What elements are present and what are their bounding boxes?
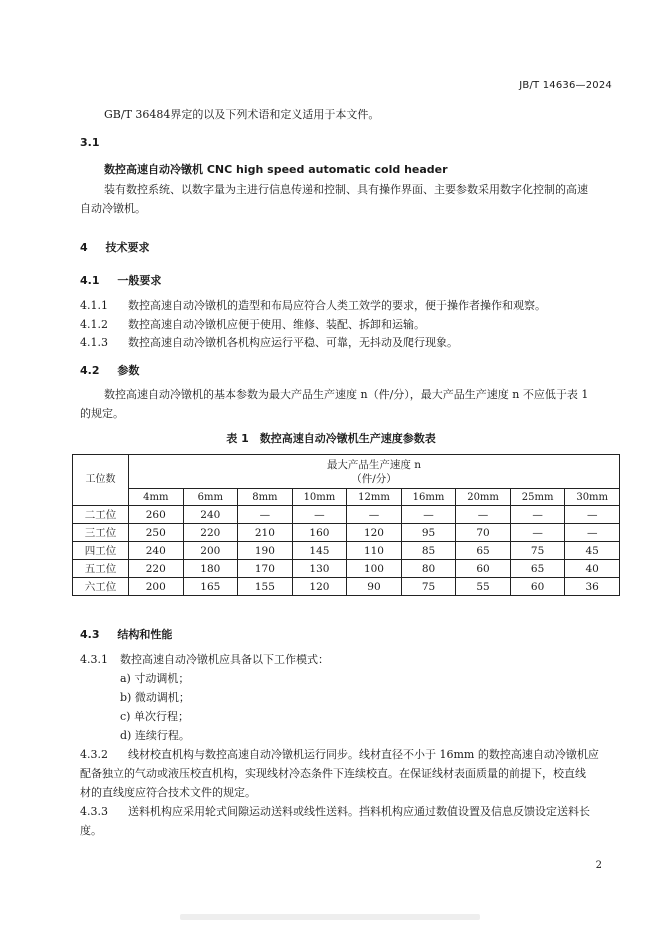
table-cell: 240 [129,542,184,560]
speed-parameter-table [72,454,620,596]
table-cell: 130 [292,560,347,578]
table-cell: — [565,506,620,524]
diameter-header: 4mm [129,489,184,506]
clause-number: 4.1.1 [80,299,108,312]
diameter-header-row [73,489,620,506]
clause-number: 4.3.1 [80,653,108,666]
table-cell: 95 [401,524,456,542]
section-4-3-number: 4.3 [80,628,100,641]
clause-4-3-3-line1 [80,802,590,822]
section-4-1-number: 4.1 [80,274,100,287]
clause-4-1-2 [80,315,425,335]
table-row [73,560,620,578]
diameter-header: 16mm [401,489,456,506]
table-cell: 120 [347,524,402,542]
diameter-header: 12mm [347,489,402,506]
section-4-1-heading [80,272,161,288]
table-cell: 40 [565,560,620,578]
table-cell: — [401,506,456,524]
table-row [73,506,620,524]
mode-list-item: a) 寸动调机； [120,672,190,685]
diameter-header: 6mm [183,489,238,506]
table-cell: — [347,506,402,524]
diameter-header: 8mm [238,489,293,506]
section-4-number: 4 [80,241,88,254]
table-cell: 80 [401,560,456,578]
speed-group-header-line2: （件/分） [351,472,397,485]
section-4-2-title: 参数 [117,364,140,377]
page-number: 2 [595,860,602,871]
clause-text: 数控高速自动冷镦机应便于使用、维修、装配、拆卸和运输。 [128,318,425,331]
table-header-row [73,455,620,489]
row-label: 四工位 [73,542,129,560]
table-cell: — [238,506,293,524]
table-row [73,578,620,596]
table-cell: — [456,506,511,524]
standard-number: JB/T 14636—2024 [519,80,612,91]
table-row [73,524,620,542]
clause-4-3-2-line1 [80,745,599,765]
section-4-heading [80,239,150,255]
table-cell: 120 [292,578,347,596]
table-cell: 180 [183,560,238,578]
diameter-header: 30mm [565,489,620,506]
table-cell: 75 [510,542,565,560]
table-cell: 100 [347,560,402,578]
clause-text: 数控高速自动冷镦机应具备以下工作模式： [120,653,329,666]
table-cell: 36 [565,578,620,596]
table-cell: 210 [238,524,293,542]
table-cell: 165 [183,578,238,596]
mode-list-item: d) 连续行程。 [120,729,190,742]
table-cell: 220 [183,524,238,542]
intro-text: GB/T 36484界定的以及下列术语和定义适用于本文件。 [104,108,380,121]
section-4-2-heading [80,362,139,378]
table-cell: 260 [129,506,184,524]
section-4-1-title: 一般要求 [117,274,162,287]
table-cell: — [510,524,565,542]
table-cell: 170 [238,560,293,578]
table-cell: 65 [456,542,511,560]
table-cell: 60 [456,560,511,578]
table-cell: — [292,506,347,524]
table-cell: — [510,506,565,524]
table-cell: 155 [238,578,293,596]
table-cell: 160 [292,524,347,542]
clause-text: 数控高速自动冷镦机的造型和布局应符合人类工效学的要求，便于操作者操作和观察。 [128,299,546,312]
table-cell: 200 [183,542,238,560]
term-title: 数控高速自动冷镦机 CNC high speed automatic cold header [104,163,448,176]
section-4-2-paragraph-line2: 的规定。 [80,407,124,420]
clause-4-1-1 [80,296,546,316]
table-cell: 55 [456,578,511,596]
term-definition-line1: 装有数控系统、以数字量为主进行信息传递和控制、具有操作界面、主要参数采用数字化控制的高速 [104,183,588,196]
table-row [73,542,620,560]
table-cell: 45 [565,542,620,560]
clause-number: 4.1.3 [80,336,108,349]
clause-number-3-1: 3.1 [80,136,100,149]
watermark-strip [180,914,480,920]
clause-4-3-1 [80,650,329,670]
clause-number: 4.3.2 [80,748,108,761]
table-cell: 90 [347,578,402,596]
diameter-header: 10mm [292,489,347,506]
clause-number: 4.3.3 [80,805,108,818]
clause-4-3-2-line2: 配备独立的气动或液压校直机构，实现线材冷态条件下连续校直。在保证线材表面质量的前提下，校直线 [80,767,586,780]
table-cell: 220 [129,560,184,578]
station-count-header: 工位数 [73,455,129,506]
table-cell: 240 [183,506,238,524]
table-cell: 75 [401,578,456,596]
row-label: 二工位 [73,506,129,524]
clause-4-3-2-line3: 材的直线度应符合技术文件的规定。 [80,786,256,799]
diameter-header: 25mm [510,489,565,506]
table-cell: 110 [347,542,402,560]
clause-4-1-3 [80,333,458,353]
table-cell: 60 [510,578,565,596]
diameter-header: 20mm [456,489,511,506]
row-label: 三工位 [73,524,129,542]
table-cell: 190 [238,542,293,560]
clause-4-3-3-line2: 度。 [80,824,102,837]
section-4-3-title: 结构和性能 [117,628,173,641]
table-cell: 200 [129,578,184,596]
row-label: 五工位 [73,560,129,578]
table-cell: 250 [129,524,184,542]
section-4-title: 技术要求 [105,241,150,254]
table-cell: — [565,524,620,542]
section-4-2-number: 4.2 [80,364,100,377]
table-cell: 85 [401,542,456,560]
speed-group-header-line1: 最大产品生产速度 n [326,458,422,471]
clause-text: 数控高速自动冷镦机各机构应运行平稳、可靠，无抖动及爬行现象。 [128,336,458,349]
clause-text: 线材校直机构与数控高速自动冷镦机运行同步。线材直径不小于 16mm 的数控高速自动冷镦机应 [128,748,599,761]
table-cell: 70 [456,524,511,542]
clause-text: 送料机构应采用轮式间隙运动送料或线性送料。挡料机构应通过数值设置及信息反馈设定送料长 [128,805,590,818]
table-cell: 145 [292,542,347,560]
mode-list-item: c) 单次行程； [120,710,189,723]
section-4-3-heading [80,626,172,642]
row-label: 六工位 [73,578,129,596]
mode-list-item: b) 微动调机； [120,691,190,704]
clause-number: 4.1.2 [80,318,108,331]
table-caption: 表 1 数控高速自动冷镦机生产速度参数表 [226,432,436,445]
speed-group-header [129,455,620,489]
section-4-2-paragraph-line1: 数控高速自动冷镦机的基本参数为最大产品生产速度 n（件/分），最大产品生产速度 n 不应低于表 1 [104,388,589,401]
table-cell: 65 [510,560,565,578]
term-definition-line2: 自动冷镦机。 [80,202,146,215]
